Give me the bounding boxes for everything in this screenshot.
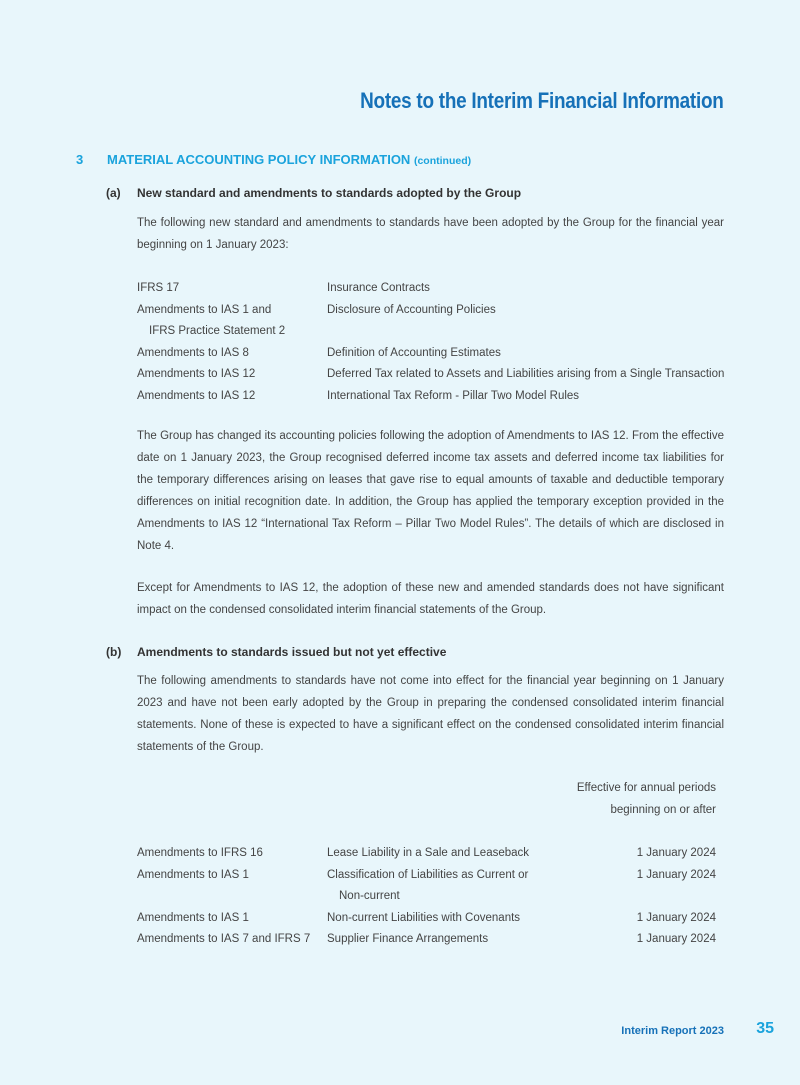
effective-date: 1 January 2024 — [636, 933, 716, 945]
section-title: MATERIAL ACCOUNTING POLICY INFORMATION — [107, 152, 411, 167]
footer-report-label: Interim Report 2023 — [621, 1025, 724, 1037]
standard-name: Amendments to IAS 7 and IFRS 7 — [137, 933, 311, 945]
section-number: 3 — [76, 152, 84, 167]
sub-a-para-2: Except for Amendments to IAS 12, the adoption of these new and amended standards does not have significant impact on the condensed consolidated interim financial statements of the Group. — [137, 582, 724, 616]
sub-label-b: (b) — [106, 645, 122, 659]
standard-name: IFRS 17 — [137, 282, 180, 294]
standard-desc: Deferred Tax related to Assets and Liabilities arising from a Single Transaction — [327, 368, 725, 380]
standard-name: Amendments to IFRS 16 — [137, 847, 263, 859]
standard-name: IFRS Practice Statement 2 — [149, 325, 286, 337]
standard-desc: Lease Liability in a Sale and Leaseback — [327, 847, 530, 859]
standard-name: Amendments to IAS 12 — [137, 368, 256, 380]
effective-header-line-2: beginning on or after — [610, 804, 716, 816]
effective-date-header — [500, 777, 716, 821]
page-title: Notes to the Interim Financial Information — [360, 88, 724, 113]
sub-a-intro: The following new standard and amendments to standards have been adopted by the Group for the financial year beginning on 1 January 2023: — [137, 217, 724, 251]
sub-title-a: New standard and amendments to standards adopted by the Group — [137, 186, 522, 200]
section-continued: (continued) — [413, 155, 472, 167]
standard-desc: Supplier Finance Arrangements — [327, 933, 489, 945]
effective-date: 1 January 2024 — [636, 911, 716, 924]
standard-desc: Non-current — [339, 890, 400, 902]
effective-date: 1 January 2024 — [636, 847, 716, 859]
section-heading — [76, 152, 471, 167]
standard-desc: Definition of Accounting Estimates — [327, 346, 501, 359]
sub-title-b: Amendments to standards issued but not yet effective — [137, 645, 447, 659]
standard-desc: Non-current Liabilities with Covenants — [327, 911, 521, 924]
sub-label-a: (a) — [106, 186, 121, 200]
standard-desc: Disclosure of Accounting Policies — [327, 303, 496, 316]
standard-desc: International Tax Reform - Pillar Two Model Rules — [327, 389, 580, 402]
standard-name: Amendments to IAS 1 — [137, 911, 249, 924]
sub-b-intro: The following amendments to standards have not come into effect for the financial year beginning on 1 January 2023 and have not been early adopted by the Group in preparing the condensed consolidated interim financial statements. None of these is expected to have a significant effect on the condensed consolidated interim financial statements of the Group. — [137, 675, 724, 753]
sub-heading-a — [106, 186, 521, 200]
standard-desc: Classification of Liabilities as Current or — [327, 868, 529, 881]
sub-a-para-1: The Group has changed its accounting policies following the adoption of Amendments to IAS 12. From the effective date on 1 January 2023, the Group recognised deferred income tax assets and deferred income tax liabilities for the temporary differences arising on leases that gave rise to equal amounts of taxable and deductible temporary differences on initial recognition date. In addition, the Group has applied the temporary exception provided in the Amendments to IAS 12 “International Tax Reform – Pillar Two Model Rules”. The details of which are disclosed in Note 4. — [137, 430, 724, 552]
footer-page-number: 35 — [756, 1020, 774, 1037]
standard-name: Amendments to IAS 1 and — [137, 303, 272, 316]
effective-header-line-1: Effective for annual periods — [576, 782, 716, 794]
standard-name: Amendments to IAS 1 — [137, 868, 249, 881]
standard-desc: Insurance Contracts — [327, 282, 430, 294]
sub-heading-b — [106, 645, 446, 659]
effective-date: 1 January 2024 — [636, 868, 716, 881]
standard-name: Amendments to IAS 12 — [137, 389, 256, 402]
standard-name: Amendments to IAS 8 — [137, 346, 249, 359]
